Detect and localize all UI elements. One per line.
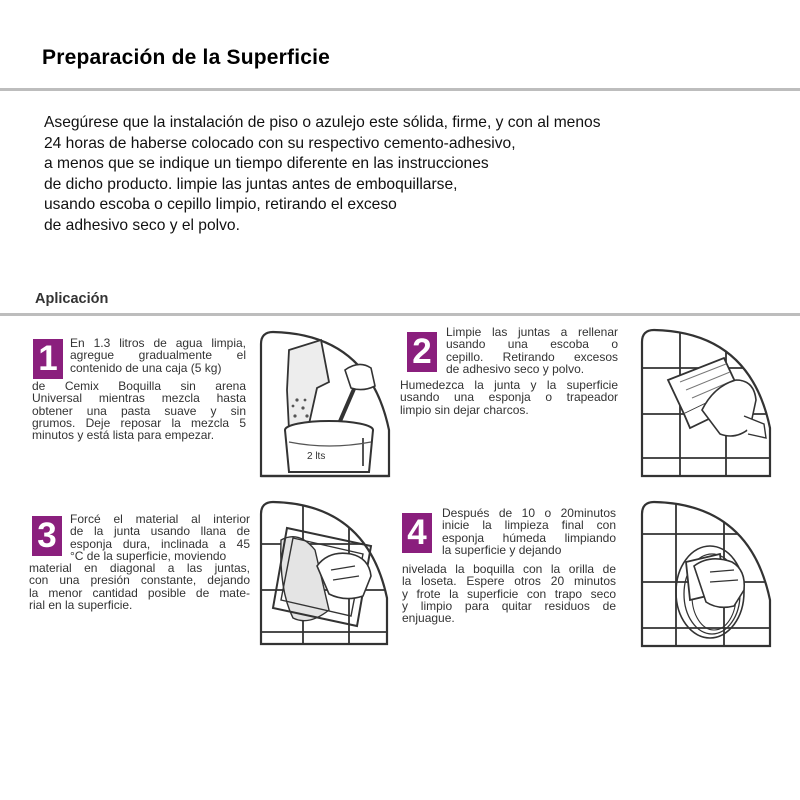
step-text-line: de la junta usando llana de bbox=[70, 524, 250, 539]
intro-paragraph bbox=[44, 113, 684, 236]
step-3-text bbox=[70, 513, 250, 562]
intro-line: Asegúrese que la instalación de piso o azulejo este sólida, firme, y con al menos bbox=[44, 114, 601, 131]
intro-line: 24 horas de haberse colocado con su respectivo cemento-adhesivo, bbox=[44, 134, 516, 152]
step-text-line: rial en la superficie. bbox=[29, 597, 133, 612]
step-text-line: de Cemix Boquilla sin arena bbox=[32, 379, 246, 393]
step-number-badge: 4 bbox=[402, 513, 432, 553]
step-number-badge: 1 bbox=[33, 339, 63, 379]
step-4-text-cont bbox=[402, 563, 616, 624]
step-text-line: °C de la superficie, moviendo bbox=[70, 548, 227, 563]
intro-line: de dicho producto. limpie las juntas antes de emboquillarse, bbox=[44, 175, 458, 193]
mixing-bucket-illustration bbox=[259, 330, 391, 478]
step-2-text bbox=[446, 326, 618, 375]
step-text-line: minutos y está lista para empezar. bbox=[32, 428, 215, 443]
step-text-line: enjuague. bbox=[402, 611, 455, 626]
title-divider bbox=[0, 88, 800, 91]
step-text-line: material en diagonal a las juntas, bbox=[29, 561, 250, 575]
step-1-text bbox=[70, 337, 246, 374]
step-text-line: nivelada la boquilla con la orilla de bbox=[402, 562, 616, 576]
step-text-line: Después de 10 o 20minutos bbox=[442, 506, 616, 520]
step-1-text-cont bbox=[32, 380, 246, 441]
step-text-line: la loseta. Espere otros 20 minutos bbox=[402, 574, 616, 589]
step-text-line: la superficie y dejando bbox=[442, 542, 562, 557]
step-text-line: Humedezca la junta y la superficie bbox=[400, 378, 618, 392]
step-text-line: limpio sin dejar charcos. bbox=[400, 402, 529, 417]
step-text-line: grumos. Deje reposar la mezcla 5 bbox=[32, 415, 246, 430]
circular-sponge-cleaning-illustration bbox=[640, 500, 772, 648]
bucket-label: 2 lts bbox=[307, 451, 326, 462]
step-text-line: con una presión constante, dejando bbox=[29, 573, 250, 588]
float-on-tiles-illustration bbox=[259, 500, 389, 646]
intro-line: a menos que se indique un tiempo diferente en las instrucciones bbox=[44, 155, 489, 172]
step-text-line: obtener una pasta suave y sin bbox=[32, 403, 246, 418]
intro-line: usando escoba o cepillo limpio, retirando el exceso bbox=[44, 196, 397, 213]
step-text-line: contenido de una caja (5 kg) bbox=[70, 360, 222, 375]
step-text-line: de adhesivo seco y polvo. bbox=[446, 361, 585, 376]
step-3-text-cont bbox=[29, 562, 250, 611]
step-number-badge: 2 bbox=[407, 332, 437, 372]
step-number-badge: 3 bbox=[32, 516, 62, 556]
section-divider bbox=[0, 313, 800, 316]
section-title-aplicacion: Aplicación bbox=[35, 291, 109, 307]
step-text-line: y limpio para quitar residuos de bbox=[402, 598, 616, 613]
step-text-line: y frote la superficie con trapo seco bbox=[402, 586, 616, 601]
step-text-line: esponja húmeda limpiando bbox=[442, 530, 616, 545]
step-text-line: En 1.3 litros de agua limpia, bbox=[70, 336, 246, 350]
step-text-line: la menor cantidad posible de mate- bbox=[29, 585, 250, 600]
step-text-line: Forcé el material al interior bbox=[70, 512, 250, 526]
step-text-line: usando una esponja o trapeador bbox=[400, 390, 618, 405]
step-text-line: Universal mientras mezcla hasta bbox=[32, 391, 246, 406]
step-text-line: cepillo. Retirando excesos bbox=[446, 349, 618, 364]
step-text-line: agregue gradualmente el bbox=[70, 348, 246, 363]
sponge-on-tiles-illustration bbox=[640, 328, 772, 478]
intro-line: de adhesivo seco y el polvo. bbox=[44, 216, 240, 234]
step-text-line: esponja dura, inclinada a 45 bbox=[70, 536, 250, 551]
step-2-text-cont bbox=[400, 379, 618, 416]
step-text-line: Limpie las juntas a rellenar bbox=[446, 325, 618, 339]
step-text-line: inicie la limpieza final con bbox=[442, 518, 616, 533]
page-title: Preparación de la Superficie bbox=[42, 46, 331, 69]
step-4-text bbox=[442, 507, 616, 556]
step-text-line: usando una escoba o bbox=[446, 337, 618, 352]
